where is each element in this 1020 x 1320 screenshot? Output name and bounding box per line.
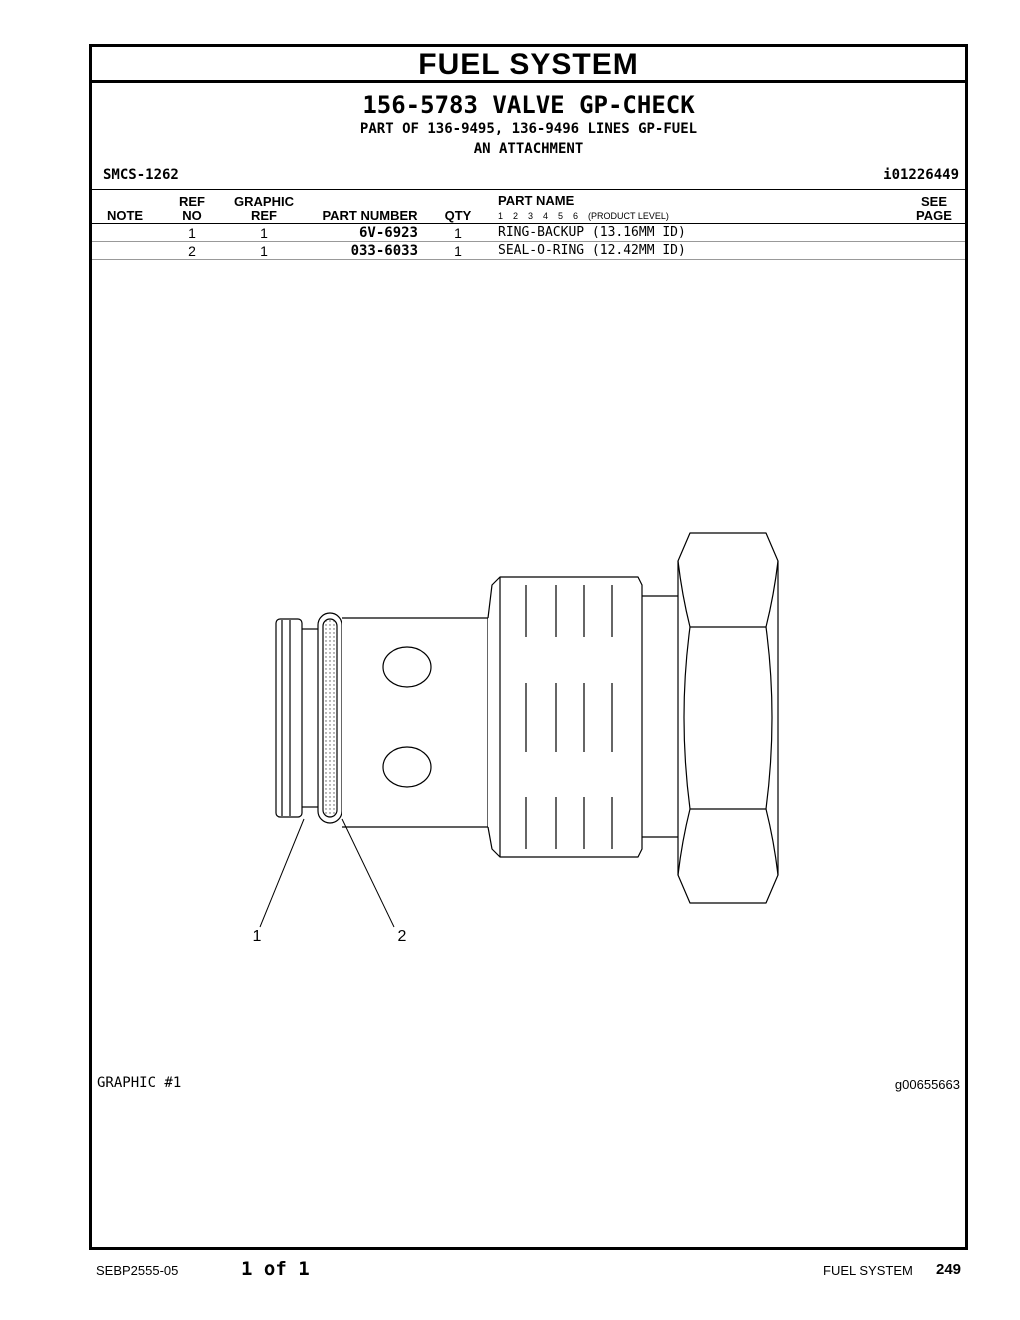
col-graphic-top: GRAPHIC [234,194,294,209]
graphic-label: GRAPHIC #1 [97,1075,182,1091]
graphic-id: g00655663 [894,1077,960,1092]
page-title: FUEL SYSTEM [92,47,965,83]
footer-section: FUEL SYSTEM [823,1263,913,1278]
row2-qty: 1 [454,243,462,259]
valve-drawing [92,47,965,1247]
row2-part-number: 033-6033 [350,243,418,259]
col-part-name: PART NAME [498,193,575,208]
document-id: i01226449 [883,167,959,183]
group-title: 156-5783 VALVE GP-CHECK [362,91,695,119]
row1-ref: 1 [188,225,196,241]
smcs-code: SMCS-1262 [103,167,179,183]
o-ring-seal-part [318,613,342,823]
col-ref-bottom: NO [182,208,202,223]
col-product-level: 1 2 3 4 5 6 (PRODUCT LEVEL) [498,211,669,221]
row1-qty: 1 [454,225,462,241]
footer-page-of: 1 of 1 [241,1258,310,1280]
row1-graphic: 1 [260,225,268,241]
col-graphic-bottom: REF [251,208,277,223]
col-ref-top: REF [179,194,205,209]
col-part-number: PART NUMBER [322,208,418,223]
col-note: NOTE [106,208,144,223]
row1-part-name: RING-BACKUP (13.16MM ID) [498,225,686,240]
callout-1: 1 [252,928,262,945]
row2-ref: 2 [188,243,196,259]
footer-page-number: 249 [936,1261,962,1278]
callout-2: 2 [397,928,407,945]
col-see-bottom: PAGE [916,208,952,223]
col-see-top: SEE [920,194,947,209]
col-qty: QTY [444,208,472,223]
group-subtitle: AN ATTACHMENT [473,141,584,157]
row2-part-name: SEAL-O-RING (12.42MM ID) [498,243,686,258]
page-frame [89,44,968,1250]
backup-ring-part [276,619,302,817]
row2-graphic: 1 [260,243,268,259]
row1-part-number: 6V-6923 [358,225,418,241]
group-parent: PART OF 136-9495, 136-9496 LINES GP-FUEL [359,121,698,137]
footer-doc-number: SEBP2555-05 [96,1263,179,1278]
